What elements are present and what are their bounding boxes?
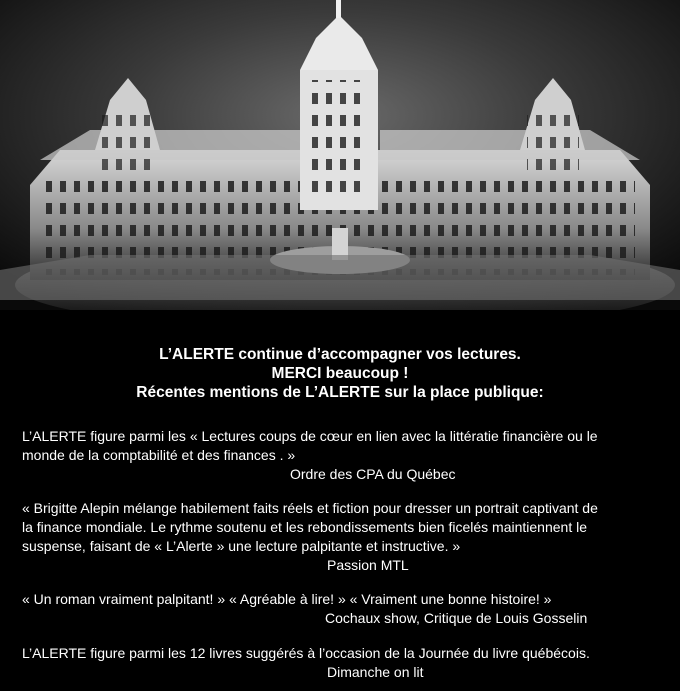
mention-text: L’ALERTE figure parmi les 12 livres suggérés à l’occasion de la Journée du livre québécois.	[22, 645, 590, 661]
mention-cochaux-show	[22, 590, 587, 628]
mention-dimanche-on-lit	[22, 644, 590, 682]
mention-text: « Brigitte Alepin mélange habilement faits réels et fiction pour dresser un portrait captivant de la finance mondiale. Le rythme soutenu et les rebondissements bien ficelés maintiennent le suspense, faisant de « L’Alerte » une lecture palpitante et instructive. »	[22, 500, 598, 554]
mention-source: Passion MTL	[327, 557, 409, 573]
headline-line-2: MERCI beaucoup !	[271, 365, 409, 382]
mention-source: Dimanche on lit	[327, 664, 424, 680]
mention-text: L’ALERTE figure parmi les « Lectures coups de cœur en lien avec la littératie financière ou le monde de la comptabilité et des finances . »	[22, 428, 598, 463]
mention-cpa	[22, 427, 598, 484]
mention-passion-mtl	[22, 499, 598, 575]
headline-line-3: Récentes mentions de L’ALERTE sur la place publique:	[136, 384, 544, 401]
mention-source: Cochaux show, Critique de Louis Gosselin	[325, 610, 588, 626]
parliament-building-photo	[0, 0, 680, 330]
mention-text: « Un roman vraiment palpitant! » « Agréable à lire! » « Vraiment une bonne histoire! »	[22, 591, 552, 607]
headline-line-1: L’ALERTE continue d’accompagner vos lectures.	[159, 346, 521, 363]
headline	[0, 345, 680, 402]
parliament-illustration	[0, 0, 680, 330]
mention-source: Ordre des CPA du Québec	[290, 466, 456, 482]
